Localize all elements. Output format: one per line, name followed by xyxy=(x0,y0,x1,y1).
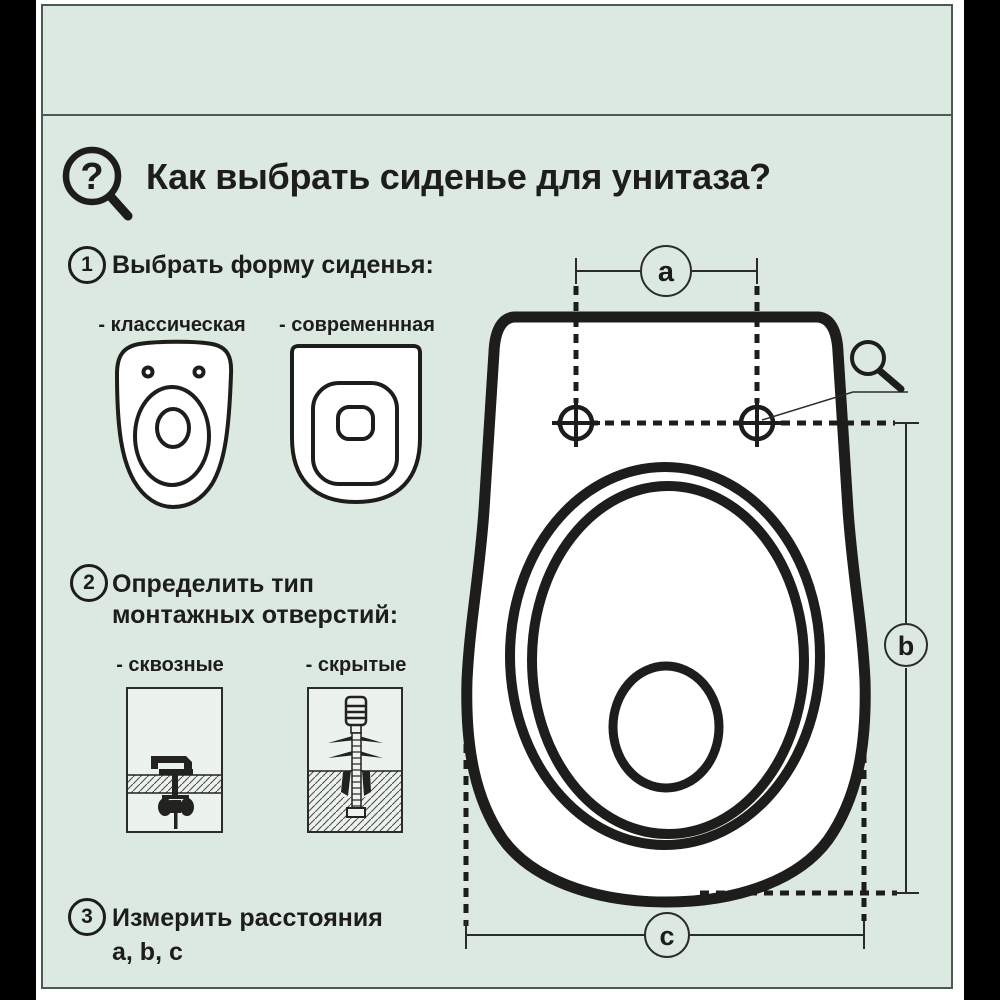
seat-measurement-diagram xyxy=(430,240,975,965)
hidden-mount-diagram xyxy=(308,688,402,832)
step-2-number: 2 xyxy=(83,571,95,594)
dimension-c-label: c xyxy=(659,921,675,951)
dimension-b-label: b xyxy=(897,631,915,661)
seat-shape-label-classic: - классическая xyxy=(98,314,246,336)
seat-shapes-illustration xyxy=(80,335,440,515)
step-1-badge xyxy=(68,246,106,284)
modern-seat-shape xyxy=(292,346,420,502)
mount-label-through: - сквозные xyxy=(116,654,224,676)
through-mount-diagram xyxy=(127,688,222,832)
step-2-title-line2: монтажных отверстий: xyxy=(112,601,399,629)
magnifier-handle xyxy=(880,371,901,389)
seat-outline xyxy=(467,317,865,902)
page-title: Как выбрать сиденье для унитаза? xyxy=(146,156,771,197)
dimension-c xyxy=(466,913,864,957)
step-3-badge xyxy=(68,898,106,936)
magnifier-handle xyxy=(111,197,128,216)
mounting-types-illustration xyxy=(115,683,410,838)
step-1-title: Выбрать форму сиденья: xyxy=(112,251,434,279)
step-1-number: 1 xyxy=(81,253,93,276)
top-band-separator xyxy=(41,114,953,116)
question-mark: ? xyxy=(80,156,104,198)
dimension-a-label: a xyxy=(657,256,675,288)
mount-label-hidden: - скрытые xyxy=(305,654,407,676)
step-3-title-line2: a, b, c xyxy=(112,938,183,966)
step-3-number: 3 xyxy=(81,905,93,928)
left-black-bar xyxy=(0,0,36,1000)
step-3-title-line1: Измерить расстояния xyxy=(112,904,383,932)
question-magnifier-icon xyxy=(58,138,142,230)
seat-shape-label-modern: - современнная xyxy=(279,314,435,336)
toilet-seat-top-view xyxy=(467,317,865,902)
dimension-a xyxy=(576,246,757,296)
step-2-title-line1: Определить тип xyxy=(112,570,315,598)
classic-seat-shape xyxy=(117,342,231,507)
step-2-badge xyxy=(70,564,108,602)
magnifier-icon xyxy=(852,342,901,389)
dimension-b xyxy=(885,423,927,893)
